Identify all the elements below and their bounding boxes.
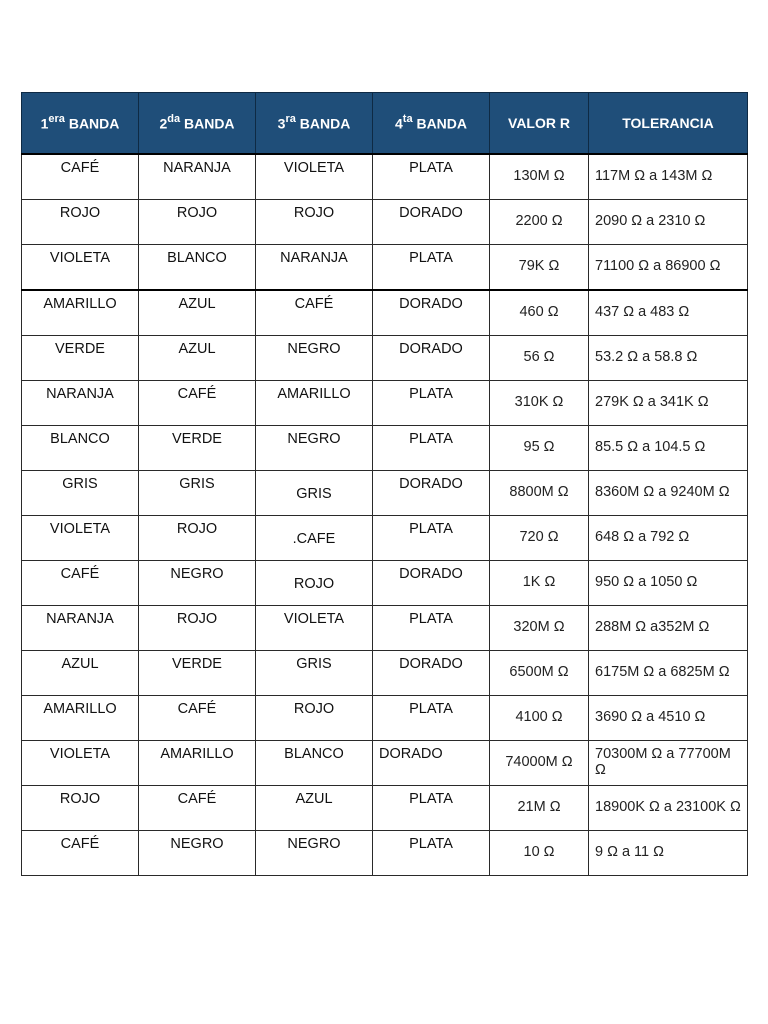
- table-row: [22, 831, 748, 876]
- table-row: [22, 471, 748, 516]
- cell-valor-r: 460 Ω: [490, 290, 589, 336]
- cell-banda-2: ROJO: [139, 606, 256, 651]
- header-ordinal-suffix: era: [48, 113, 65, 126]
- cell-banda-3: .CAFE: [256, 516, 373, 561]
- cell-banda-3: GRIS: [256, 471, 373, 516]
- cell-valor-r: 1K Ω: [490, 561, 589, 606]
- cell-banda-3: CAFÉ: [256, 290, 373, 336]
- cell-banda-4: PLATA: [373, 381, 490, 426]
- cell-valor-r: 8800M Ω: [490, 471, 589, 516]
- header-ordinal-suffix: ra: [285, 113, 296, 126]
- cell-valor-r: 21M Ω: [490, 786, 589, 831]
- header-number: 3: [277, 115, 286, 132]
- cell-banda-4: PLATA: [373, 516, 490, 561]
- table-header: [22, 93, 748, 155]
- header-banda-2: [139, 93, 256, 155]
- header-ordinal-suffix: da: [167, 113, 181, 126]
- cell-tolerancia: 950 Ω a 1050 Ω: [589, 561, 748, 606]
- cell-banda-2: ROJO: [139, 516, 256, 561]
- table-row: [22, 336, 748, 381]
- cell-banda-1: BLANCO: [22, 426, 139, 471]
- header-label: VALOR R: [508, 115, 570, 131]
- header-banda-4: [373, 93, 490, 155]
- cell-banda-1: CAFÉ: [22, 154, 139, 200]
- cell-banda-1: VIOLETA: [22, 516, 139, 561]
- cell-banda-4: DORADO: [373, 290, 490, 336]
- header-label: BANDA: [183, 115, 235, 132]
- cell-banda-3: AZUL: [256, 786, 373, 831]
- header-row: [22, 93, 748, 155]
- cell-banda-2: AZUL: [139, 290, 256, 336]
- cell-valor-r: 74000M Ω: [490, 741, 589, 786]
- cell-banda-3: BLANCO: [256, 741, 373, 786]
- cell-banda-4: PLATA: [373, 154, 490, 200]
- cell-tolerancia: 117M Ω a 143M Ω: [589, 154, 748, 200]
- header-banda-3: [256, 93, 373, 155]
- table-row: [22, 426, 748, 471]
- cell-banda-1: VIOLETA: [22, 741, 139, 786]
- cell-banda-2: ROJO: [139, 200, 256, 245]
- header-banda-1: [22, 93, 139, 155]
- cell-banda-3: NEGRO: [256, 336, 373, 381]
- cell-valor-r: 79K Ω: [490, 245, 589, 291]
- table-row: [22, 786, 748, 831]
- table-row: [22, 651, 748, 696]
- header-number: 1: [40, 115, 49, 132]
- cell-banda-1: VERDE: [22, 336, 139, 381]
- table-row: [22, 561, 748, 606]
- table-row: [22, 290, 748, 336]
- cell-banda-2: NEGRO: [139, 561, 256, 606]
- cell-banda-1: AMARILLO: [22, 696, 139, 741]
- cell-banda-4: PLATA: [373, 786, 490, 831]
- cell-banda-1: AZUL: [22, 651, 139, 696]
- cell-valor-r: 10 Ω: [490, 831, 589, 876]
- cell-banda-1: GRIS: [22, 471, 139, 516]
- cell-valor-r: 56 Ω: [490, 336, 589, 381]
- cell-banda-1: CAFÉ: [22, 561, 139, 606]
- cell-banda-4: PLATA: [373, 831, 490, 876]
- cell-tolerancia: 53.2 Ω a 58.8 Ω: [589, 336, 748, 381]
- table-row: [22, 200, 748, 245]
- cell-banda-4: PLATA: [373, 426, 490, 471]
- cell-banda-3: NARANJA: [256, 245, 373, 291]
- table-row: [22, 245, 748, 291]
- cell-banda-1: NARANJA: [22, 606, 139, 651]
- cell-banda-3: VIOLETA: [256, 154, 373, 200]
- table-row: [22, 741, 748, 786]
- header-label: TOLERANCIA: [622, 115, 714, 131]
- cell-valor-r: 310K Ω: [490, 381, 589, 426]
- cell-valor-r: 6500M Ω: [490, 651, 589, 696]
- cell-banda-2: CAFÉ: [139, 786, 256, 831]
- cell-banda-2: VERDE: [139, 651, 256, 696]
- cell-banda-4: PLATA: [373, 245, 490, 291]
- cell-tolerancia: 85.5 Ω a 104.5 Ω: [589, 426, 748, 471]
- cell-tolerancia: 279K Ω a 341K Ω: [589, 381, 748, 426]
- header-number: 4: [394, 115, 403, 132]
- cell-banda-1: ROJO: [22, 786, 139, 831]
- cell-tolerancia: 437 Ω a 483 Ω: [589, 290, 748, 336]
- cell-banda-2: AMARILLO: [139, 741, 256, 786]
- cell-banda-1: CAFÉ: [22, 831, 139, 876]
- cell-banda-3: ROJO: [256, 561, 373, 606]
- table-row: [22, 154, 748, 200]
- header-ordinal-suffix: ta: [402, 113, 413, 126]
- cell-valor-r: 2200 Ω: [490, 200, 589, 245]
- cell-banda-4: PLATA: [373, 696, 490, 741]
- cell-banda-2: NEGRO: [139, 831, 256, 876]
- cell-banda-2: BLANCO: [139, 245, 256, 291]
- table-row: [22, 381, 748, 426]
- header-valor-r: [490, 93, 589, 155]
- cell-banda-4: DORADO: [373, 651, 490, 696]
- header-label: BANDA: [68, 115, 120, 132]
- cell-tolerancia: 9 Ω a 11 Ω: [589, 831, 748, 876]
- cell-banda-4: PLATA: [373, 606, 490, 651]
- cell-valor-r: 320M Ω: [490, 606, 589, 651]
- cell-banda-3: ROJO: [256, 200, 373, 245]
- cell-valor-r: 4100 Ω: [490, 696, 589, 741]
- cell-tolerancia: 3690 Ω a 4510 Ω: [589, 696, 748, 741]
- cell-banda-1: AMARILLO: [22, 290, 139, 336]
- cell-banda-3: VIOLETA: [256, 606, 373, 651]
- cell-tolerancia: 6175M Ω a 6825M Ω: [589, 651, 748, 696]
- cell-banda-2: CAFÉ: [139, 696, 256, 741]
- header-label: BANDA: [299, 115, 351, 132]
- cell-banda-3: NEGRO: [256, 426, 373, 471]
- cell-banda-4: DORADO: [373, 471, 490, 516]
- header-number: 2: [159, 115, 168, 132]
- cell-valor-r: 95 Ω: [490, 426, 589, 471]
- cell-banda-1: ROJO: [22, 200, 139, 245]
- resistor-color-table: [21, 92, 748, 876]
- table-row: [22, 516, 748, 561]
- cell-banda-2: AZUL: [139, 336, 256, 381]
- cell-valor-r: 720 Ω: [490, 516, 589, 561]
- cell-banda-2: CAFÉ: [139, 381, 256, 426]
- cell-valor-r: 130M Ω: [490, 154, 589, 200]
- cell-banda-4: DORADO: [373, 741, 490, 786]
- cell-tolerancia: 71100 Ω a 86900 Ω: [589, 245, 748, 291]
- cell-banda-4: DORADO: [373, 200, 490, 245]
- cell-tolerancia: 288M Ω a352M Ω: [589, 606, 748, 651]
- cell-banda-3: ROJO: [256, 696, 373, 741]
- table-row: [22, 606, 748, 651]
- table-row: [22, 696, 748, 741]
- cell-tolerancia: 2090 Ω a 2310 Ω: [589, 200, 748, 245]
- table-body: [22, 154, 748, 876]
- cell-banda-2: VERDE: [139, 426, 256, 471]
- cell-banda-3: NEGRO: [256, 831, 373, 876]
- header-tolerancia: [589, 93, 748, 155]
- cell-banda-3: GRIS: [256, 651, 373, 696]
- cell-banda-1: VIOLETA: [22, 245, 139, 291]
- cell-tolerancia: 18900K Ω a 23100K Ω: [589, 786, 748, 831]
- cell-banda-2: GRIS: [139, 471, 256, 516]
- cell-tolerancia: 648 Ω a 792 Ω: [589, 516, 748, 561]
- cell-banda-1: NARANJA: [22, 381, 139, 426]
- cell-banda-4: DORADO: [373, 336, 490, 381]
- cell-tolerancia: 8360M Ω a 9240M Ω: [589, 471, 748, 516]
- cell-banda-3: AMARILLO: [256, 381, 373, 426]
- cell-tolerancia: 70300M Ω a 77700M Ω: [589, 741, 748, 786]
- cell-banda-2: NARANJA: [139, 154, 256, 200]
- cell-banda-4: DORADO: [373, 561, 490, 606]
- header-label: BANDA: [416, 115, 468, 132]
